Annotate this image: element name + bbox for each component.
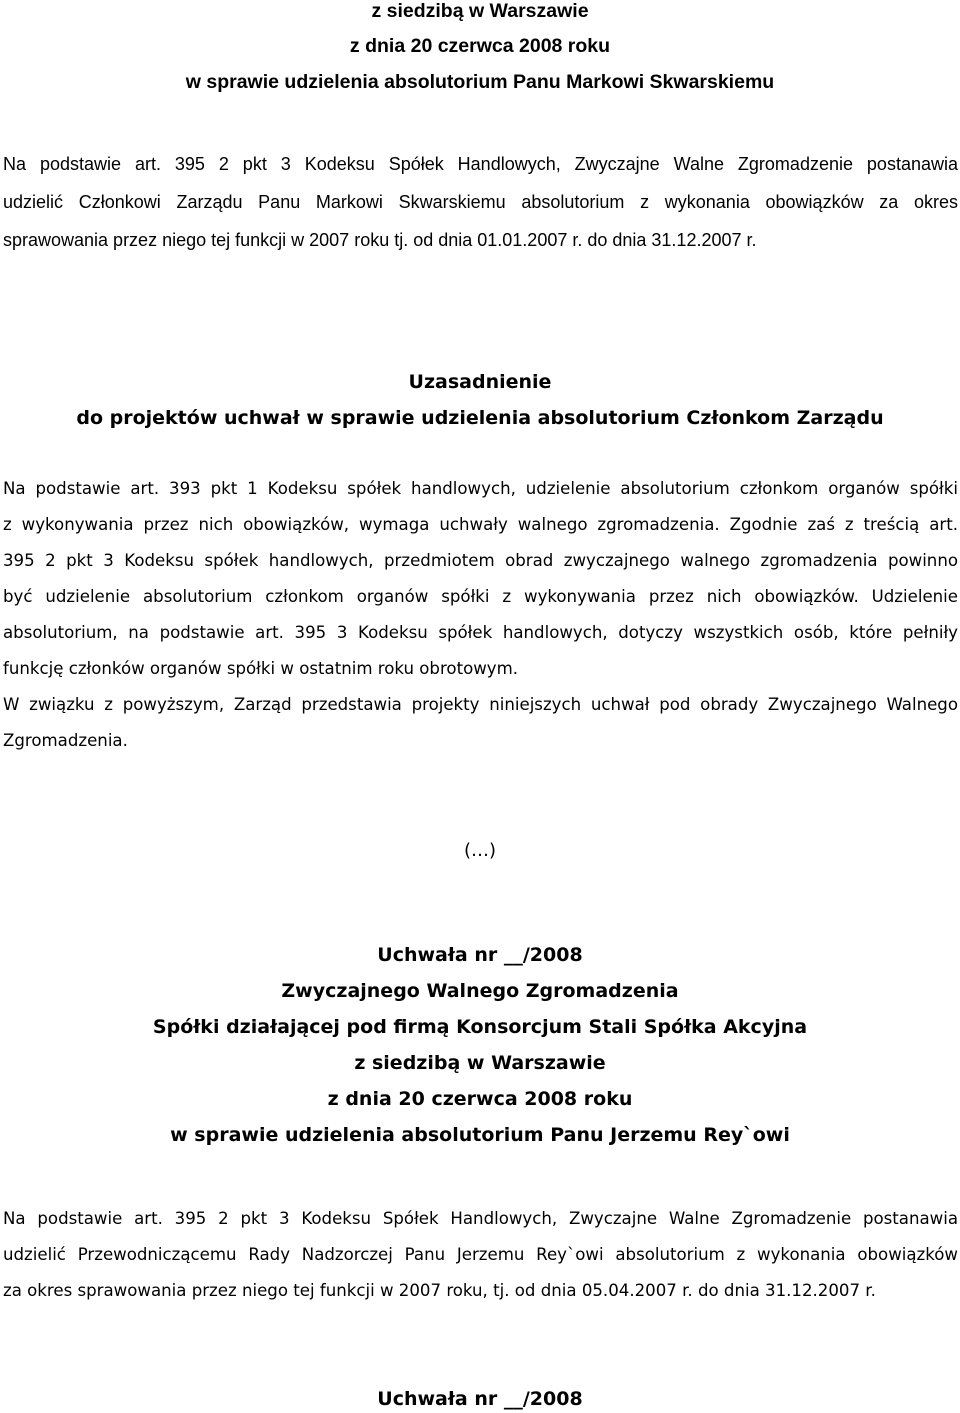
resolution-date-heading: z dnia 20 czerwca 2008 roku [349, 35, 611, 57]
resolution-seat-heading: z siedzibą w Warszawie [371, 0, 589, 22]
justification-text-line: z wykonywania przez nich obowiązków, wymaga uchwały walnego zgromadzenia. Zgodnie zaś z treścią art. [3, 515, 958, 534]
justification-text-line: funkcję członków organów spółki w ostatnim roku obrotowym. [3, 659, 519, 678]
justification-text-line: Na podstawie art. 393 pkt 1 Kodeksu spółek handlowych, udzielenie absolutorium członkom organów spółki [3, 479, 958, 498]
resolution-text-line: Na podstawie art. 395 2 pkt 3 Kodeksu Spółek Handlowych, Zwyczajne Walne Zgromadzenie postanawia [3, 1209, 958, 1228]
justification-text-line: W związku z powyższym, Zarząd przedstawia projekty niniejszych uchwał pod obrady Zwyczajnego Walnego [3, 695, 958, 714]
resolution-subject-heading: w sprawie udzielenia absolutorium Panu Jerzemu Rey`owi [170, 1124, 790, 1146]
resolution-text-line: udzielić Przewodniczącemu Rady Nadzorczej Panu Jerzemu Rey`owi absolutorium z wykonania obowiązków [3, 1245, 958, 1264]
justification-subtitle: do projektów uchwał w sprawie udzielenia absolutorium Członkom Zarządu [76, 407, 884, 429]
resolution-seat-heading: z siedzibą w Warszawie [354, 1052, 606, 1074]
resolution-text-line: udzielić Członkowi Zarządu Panu Markowi Skwarskiemu absolutorium z wykonania obowiązków za okres [3, 192, 958, 212]
resolution-text-line: Na podstawie art. 395 2 pkt 3 Kodeksu Spółek Handlowych, Zwyczajne Walne Zgromadzenie postanawia [3, 154, 958, 174]
resolution-date-heading: z dnia 20 czerwca 2008 roku [327, 1088, 633, 1110]
omission-ellipsis: (…) [463, 840, 497, 861]
justification-text-line: Zgromadzenia. [3, 731, 128, 750]
company-heading: Spółki działającej pod firmą Konsorcjum Stali Spółka Akcyjna [152, 1016, 808, 1038]
resolution-text-line: sprawowania przez niego tej funkcji w 2007 roku tj. od dnia 01.01.2007 r. do dnia 31.12.2007 r. [3, 230, 757, 250]
resolution-text-line: za okres sprawowania przez niego tej funkcji w 2007 roku, tj. od dnia 05.04.2007 r. do dnia 31.12.2007 r. [3, 1281, 876, 1300]
assembly-heading: Zwyczajnego Walnego Zgromadzenia [281, 980, 679, 1002]
justification-text-line: być udzielenie absolutorium członkom organów spółki z wykonywania przez nich obowiązków. Udzielenie [3, 587, 958, 606]
resolution-subject-heading: w sprawie udzielenia absolutorium Panu Markowi Skwarskiemu [185, 71, 775, 93]
resolution-number-heading: Uchwała nr __/2008 [377, 1388, 583, 1410]
justification-title: Uzasadnienie [408, 371, 552, 393]
justification-text-line: absolutorium, na podstawie art. 395 3 Kodeksu spółek handlowych, dotyczy wszystkich osób, które pełniły [3, 623, 958, 642]
resolution-number-heading: Uchwała nr __/2008 [377, 944, 583, 966]
justification-text-line: 395 2 pkt 3 Kodeksu spółek handlowych, przedmiotem obrad zwyczajnego walnego zgromadzenia powinno [3, 551, 958, 570]
